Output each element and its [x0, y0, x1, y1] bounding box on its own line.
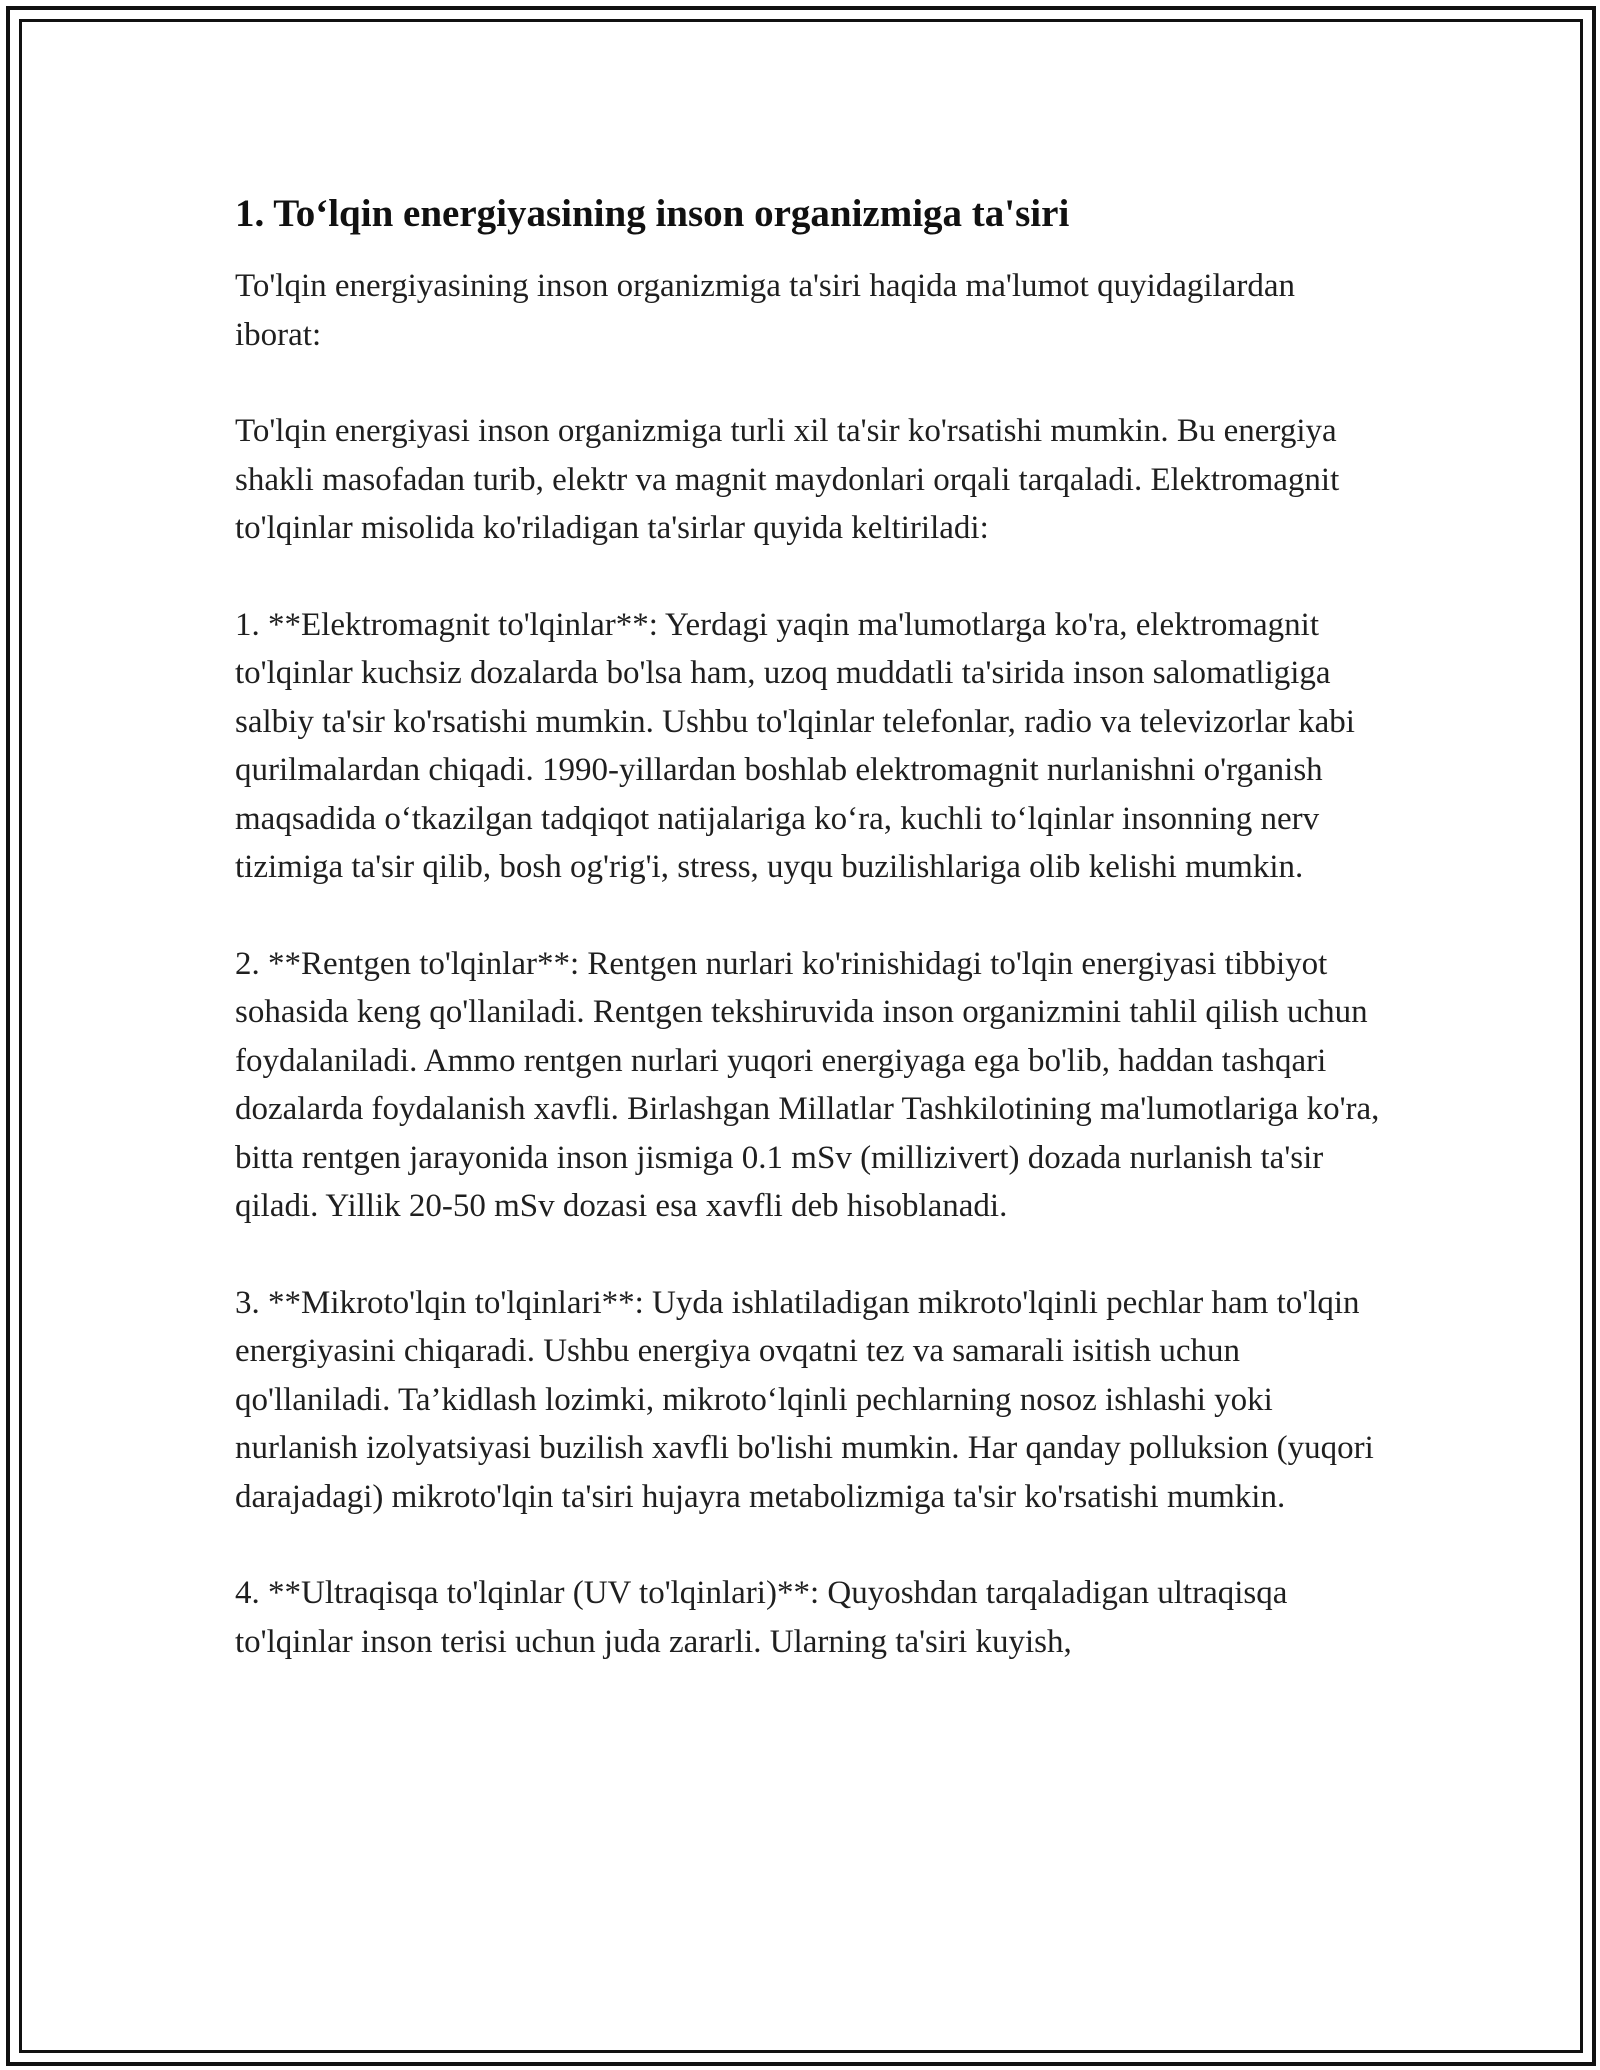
- overview-paragraph: To'lqin energiyasi inson organizmiga turli xil ta'sir ko'rsatishi mumkin. Bu energiya shakli masofadan turib, elektr va magnit maydonlari orqali tarqaladi. Elektromagnit to'lqinlar misolida ko'riladigan ta'sirlar quyida keltiriladi:: [235, 413, 1340, 546]
- ultraviolet-paragraph: 4. **Ultraqisqa to'lqinlar (UV to'lqinlari)**: Quyoshdan tarqaladigan ultraqisqa to'lqinlar inson terisi uchun juda zararli. Ularning ta'siri kuyish,: [235, 1575, 1288, 1660]
- electromagnetic-waves-paragraph: 1. **Elektromagnit to'lqinlar**: Yerdagi yaqin ma'lumotlarga ko'ra, elektromagnit to'lqinlar kuchsiz dozalarda bo'lsa ham, uzoq muddatli ta'sirida inson salomatligiga salbiy ta'sir ko'rsatishi mumkin. Ushbu to'lqinlar telefonlar, radio va televizorlar kabi qurilmalardan chiqadi. 1990-yillardan boshlab elektromagnit nurlanishni o'rganish maqsadida o‘tkazilgan tadqiqot natijalariga ko‘ra, kuchli to‘lqinlar insonning nerv tizimiga ta'sir qilib, bosh og'rig'i, stress, uyqu buzilishlariga olib kelishi mumkin.: [235, 606, 1355, 885]
- section-heading: 1. To‘lqin energiyasining inson organizmiga ta'siri: [235, 192, 1070, 235]
- xray-waves-paragraph: 2. **Rentgen to'lqinlar**: Rentgen nurlari ko'rinishidagi to'lqin energiyasi tibbiyot sohasida keng qo'llaniladi. Rentgen tekshiruvida inson organizmini tahlil qilish uchun foydalaniladi. Ammo rentgen nurlari yuqori energiyaga ega bo'lib, haddan tashqari dozalarda foydalanish xavfli. Birlashgan Millatlar Tashkilotining ma'lumotlariga ko'ra, bitta rentgen jarayonida inson jismiga 0.1 mSv (millizivert) dozada nurlanish ta'sir qiladi. Yillik 20-50 mSv dozasi esa xavfli deb hisoblanadi.: [235, 945, 1380, 1224]
- document-body: [235, 188, 1385, 1666]
- intro-paragraph: To'lqin energiyasining inson organizmiga ta'siri haqida ma'lumot quyidagilardan iborat:: [235, 268, 1296, 353]
- microwave-paragraph: 3. **Mikroto'lqin to'lqinlari**: Uyda ishlatiladigan mikroto'lqinli pechlar ham to'lqin energiyasini chiqaradi. Ushbu energiya ovqatni tez va samarali isitish uchun qo'llaniladi. Ta’kidlash lozimki, mikroto‘lqinli pechlarning nosoz ishlashi yoki nurlanish izolyatsiyasi buzilish xavfli bo'lishi mumkin. Har qanday polluksion (yuqori darajadagi) mikroto'lqin ta'siri hujayra metabolizmiga ta'sir ko'rsatishi mumkin.: [235, 1284, 1374, 1515]
